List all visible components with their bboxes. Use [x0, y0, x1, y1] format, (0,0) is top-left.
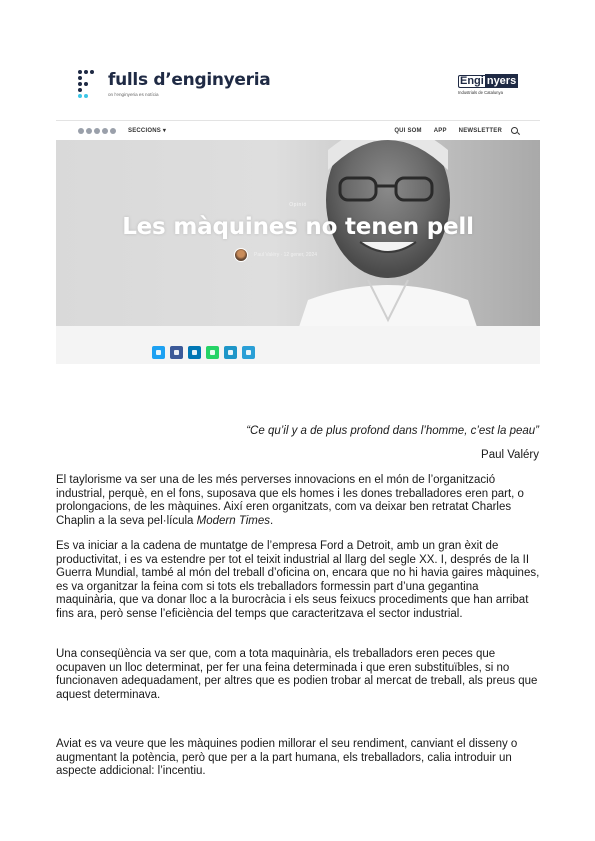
- whatsapp-share-icon[interactable]: [206, 346, 219, 359]
- brand-logo[interactable]: [78, 70, 270, 100]
- site-header: [56, 62, 540, 118]
- article-paragraph-2: Es va iniciar a la cadena de muntatge de l’empresa Ford a Detroit, amb un gran èxit de productivitat, i es va estendre per tot el teixit industrial al llarg del segle XX. I, després de la II Guerra Mundial, també al món del treball d’oficina on, encara que no hi havia gaires màquines, es va organitzar la feina com si tots els treballadors formessin part d’una gegantina maquinària, que va donar lloc a la burocràcia i els seus feixucs procediments que han arribat fins ara, però sense l’eficiència del temps que caracteritzava el sector industrial.: [56, 540, 540, 620]
- facebook-share-icon[interactable]: [170, 346, 183, 359]
- brand-tagline: on l’enginyeria es notícia: [108, 92, 159, 97]
- nav-link-newsletter[interactable]: NEWSLETTER: [458, 127, 502, 134]
- spotify-icon[interactable]: [110, 128, 116, 134]
- main-nav: [56, 120, 540, 140]
- twitter-icon[interactable]: [78, 128, 84, 134]
- share-bar: [56, 326, 540, 364]
- article-byline: [234, 248, 317, 262]
- brand-name: fulls d’enginyeria: [108, 70, 271, 90]
- org-logo-word-2: nyers: [486, 75, 517, 87]
- engineers-org-logo[interactable]: [458, 74, 517, 100]
- nav-link-app[interactable]: APP: [433, 127, 447, 134]
- sections-menu[interactable]: [128, 127, 166, 134]
- paragraph-1-end: .: [270, 514, 274, 527]
- youtube-icon[interactable]: [86, 128, 92, 134]
- email-share-icon[interactable]: [242, 346, 255, 359]
- epigraph-quote: “Ce qu’il y a de plus profond dans l’homme, c’est la peau”: [246, 425, 539, 437]
- brand-mark-icon: [78, 70, 98, 100]
- hero-banner: [56, 140, 540, 326]
- twitter-share-icon[interactable]: [152, 346, 165, 359]
- film-title: Modern Times: [196, 514, 271, 527]
- article-paragraph-4: Aviat es va veure que les màquines podien millorar el seu rendiment, canviant el disseny o augmentant la potència, però que per a la part humana, els treballadors, calia introduir un aspecte addicional: l’incentiu.: [56, 738, 518, 778]
- epigraph-author: Paul Valéry: [481, 449, 539, 461]
- article-kicker[interactable]: Opinió: [289, 202, 307, 208]
- article-title: Les màquines no tenen pell: [122, 214, 474, 240]
- article-paragraph-3: Una conseqüència va ser que, com a tota maquinària, els treballadors eren peces que ocupaven un lloc determinat, per fer una feina determinada i que eren substituïbles, si no funcionaven adequadament, per altres que es podien trobar al mercat de treball, als preus que aquest determinava.: [56, 648, 538, 701]
- chevron-down-icon: ▾: [162, 128, 167, 134]
- search-icon[interactable]: [511, 127, 518, 134]
- nav-link-qui-som[interactable]: QUI SOM: [394, 127, 422, 134]
- linkedin-share-icon[interactable]: [188, 346, 201, 359]
- share-buttons: [152, 346, 260, 359]
- org-logo-word-1: Engi: [460, 74, 484, 87]
- article-paragraph-1: [56, 474, 540, 528]
- telegram-share-icon[interactable]: [224, 346, 237, 359]
- linkedin-icon[interactable]: [102, 128, 108, 134]
- paragraph-1-text: El taylorisme va ser una de les més perverses innovacions en el món de l’organització industrial, perquè, en el fons, suposava que els homes i les dones treballadores eren part, o prolongacions, de les màquines. Així eren organitzats, com va deixar ben retratat Charles Chaplin a la seva pel·lícula: [56, 474, 524, 527]
- org-logo-subtitle: Industrials de Catalunya: [458, 90, 503, 95]
- instagram-icon[interactable]: [94, 128, 100, 134]
- social-links: [78, 128, 118, 134]
- sections-label: SECCIONS: [128, 128, 161, 134]
- byline-text: Paul Valéry · 12 gener, 2024: [254, 252, 318, 258]
- author-avatar[interactable]: [234, 248, 248, 262]
